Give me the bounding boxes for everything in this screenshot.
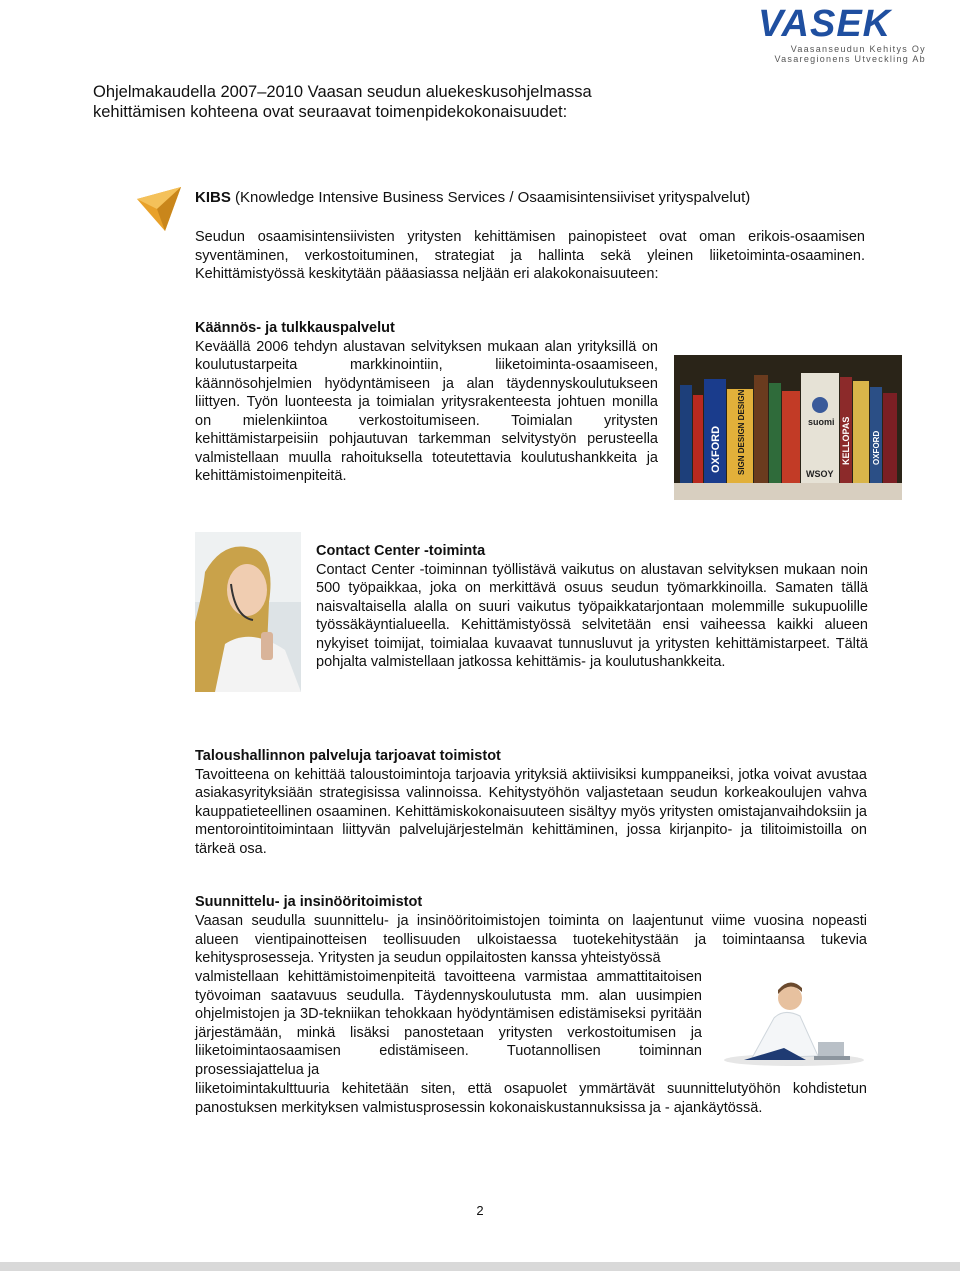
talous-paragraph: Tavoitteena on kehittää taloustoimintoja tarjoavia yrityksiä aktiivisiksi kumppaneiksi, jotka voivat avustaa asiakasyrityksiään strategisissa valinnoissa. Kehitystyöhön valjastetaan seudun korkeakoulujen vahva kauppatieteellinen osaaminen. Kehittämiskokonaisuuteen sisältyy myös yritysten omistajanvaihdoksiin ja mentorointitoimintaan liittyvän palvelujärjestelmän kehittäminen, jossa kirjanpito- ja tilitoimistoilla on tärkeä osa. [195,766,867,857]
intro-line-2: kehittämisen kohteena ovat seuraavat toimenpidekokonaisuudet: [93,103,568,121]
kaannos-paragraph: Keväällä 2006 tehdyn alustavan selvityksen mukaan alan yrityksillä on koulutustarpeita markkinointiin, liiketoiminta-osaamiseen, käännösohjelmien hyödyntämiseen ja alan täydennyskoulutukseen liittyen. Työn luonteesta ja toimialan yritysrakenteesta johtuen monilla on mielenkiintoa verkostoitumiseen. Toimialan yritysten kehittämistarpeisiin pohjautuvan tarkemman selvitystyön perusteella valmistellaan muulla rahoituksella toteutettavia koulutushankkeita ja kehittämistoimenpiteitä. [195,338,658,484]
section-kaannos [195,319,658,486]
suunnittelu-paragraph-a: Vaasan seudulla suunnittelu- ja insinööritoimistojen toiminta on laajentunut viime vuosina nopeasti alueen vientipainotteisen teollisuuden ulkoistaessa tuotekehitystään ja toimintaansa tukevia kehitysprosesseja. Yritysten ja seudun oppilaitosten kanssa yhteistyössä [195,913,867,966]
talous-heading: Taloushallinnon palveluja tarjoavat toimistot [195,748,501,764]
suunnittelu-heading: Suunnittelu- ja insinööritoimistot [195,894,423,910]
page-number: 2 [476,1203,484,1218]
footer-bar [0,1262,960,1271]
books-photo [674,355,902,500]
kibs-acronym: KIBS [195,189,231,206]
logo-wordmark: VASEK [758,3,892,45]
logo-tagline-sv: Vasaregionens Utveckling Ab [774,54,926,64]
intro-line-1: Ohjelmakaudella 2007–2010 Vaasan seudun aluekeskusohjelmassa [93,83,592,101]
logo-tagline-fi: Vaasanseudun Kehitys Oy [790,44,926,54]
book-spine-label: OXFORD [872,430,881,465]
book-spine-label: SIGN DESIGN DESIGN [737,389,746,475]
section-talous [195,747,867,858]
book-spine-label: WSOY [806,469,834,479]
contact-center-heading: Contact Center -toiminta [316,543,486,559]
book-spine-label: OXFORD [710,425,722,473]
kibs-title: (Knowledge Intensive Business Services / Osaamisintensiiviset yrityspalvelut) [230,189,751,206]
arrow-bullet-icon [135,185,183,233]
laptop-man-photo [714,968,870,1068]
kibs-paragraph: Seudun osaamisintensiivisten yritysten kehittämisen painopisteet ovat oman erikois-osaamisen syventäminen, verkostoituminen, strategiat ja hallinta sekä yleinen liiketoiminta-osaaminen. Kehittämistyössä keskitytään pääasiassa neljään eri alakokonaisuuteen: [195,229,865,282]
book-spine-label: KELLOPAS [841,416,851,465]
intro-text [93,82,753,122]
section-contact-center [316,542,868,672]
suunnittelu-paragraph-b: valmistellaan kehittämistoimenpiteitä tavoitteena varmistaa ammattitaitoisen työvoiman saatavuus seudulla. Täydennyskoulutusta mm. alan uusimpien ohjelmistojen ja 3D-tekniikan tehokkaan hyödyntämisen edistämiseksi pyritään järjestämään, minkä lisäksi panostetaan yritysten verkostoitumisen ja liiketoimintaosaamisen edistämiseen. Tuotannollisen toiminnan prosessiajattelua ja [195,969,702,1078]
kibs-heading [195,189,865,208]
vasek-logo [758,3,926,64]
headset-woman-photo [195,532,301,692]
book-spine-label: suomi [808,417,835,427]
suunnittelu-paragraph-c: liiketoimintakulttuuria kehitetään siten, että osapuolet ymmärtävät suunnittelutyöhön kohdistetun panostuksen merkityksen valmistusprosessin kokonaiskustannuksissa ja - ajankäytössä. [195,1081,867,1116]
contact-center-paragraph: Contact Center -toiminnan työllistävä vaikutus on alustavan selvityksen mukaan noin 500 työpaikkaa, joka on merkittävä osuus seudun työmarkkinoilla. Samaten tällä naisvaltaisella alalla on suuri vaikutus työpaikkatarjontaan molemmille sukupuolille työssäkäyntialueella. Kehittämistyössä selvitetään ensi vaiheessa kaikki alueen nykyiset toimijat, toimialaa kuvaavat tunnusluvut ja yritysten kehittämistarpeet. Tältä pohjalta valmistellaan jatkossa kehittämis- ja koulutushankkeita. [316,561,868,670]
kaannos-heading: Käännös- ja tulkkauspalvelut [195,320,395,336]
